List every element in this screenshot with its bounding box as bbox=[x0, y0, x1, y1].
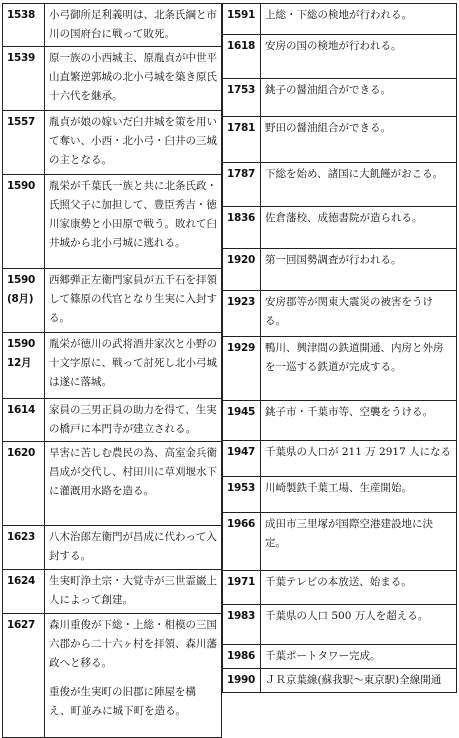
event-cell: 家員の三男正員の助力を得て、生実の橋戸に本門寺が建立される。 bbox=[45, 399, 222, 442]
year-cell: 1590 bbox=[3, 175, 45, 269]
event-text: 重俊が生実町の旧郡に陣屋を構え、町並みに城下町を造る。 bbox=[49, 686, 196, 717]
event-cell: 胤栄が千葉氏一族と共に北条氏政・氏照父子に加担して、豊臣秀吉・徳川家康勢と小田原で戦う。敗れて臼井城から北小弓城に逃れる。 bbox=[45, 175, 222, 269]
year-cell: 1953 bbox=[223, 477, 261, 513]
event-cell: 旱害に苦しむ農民の為、高室金兵衛昌成が交代し、村田川に草刈堰水下に灌漑用水路を造る。 bbox=[45, 442, 222, 526]
event-cell: 千葉ポートタワー完成。 bbox=[261, 645, 457, 669]
right-chronology-table bbox=[222, 3, 457, 693]
year-cell: 1923 bbox=[223, 291, 261, 337]
event-cell: 千葉テレビの本放送、始まる。 bbox=[261, 571, 457, 605]
event-cell: 小弓御所足利義明は、北条氏綱と市川の国府台に戦って敗死。 bbox=[45, 4, 222, 47]
year-cell: 1929 bbox=[223, 337, 261, 401]
spacer bbox=[49, 673, 217, 683]
table-row bbox=[3, 442, 222, 526]
event-cell: ＪＲ京葉線(蘇我駅～東京駅)全線開通 bbox=[261, 669, 457, 693]
table-row bbox=[223, 79, 457, 117]
event-cell: 鴨川、興津間の鉄道開通、内房と外房を一巡する鉄道が完成する。 bbox=[261, 337, 457, 401]
table-row bbox=[223, 4, 457, 35]
event-cell: 銚子の醤油組合ができる。 bbox=[261, 79, 457, 117]
event-cell: 安房郡等が関東大震災の被害をうける。 bbox=[261, 291, 457, 337]
year-cell: 1966 bbox=[223, 513, 261, 571]
table-row bbox=[223, 513, 457, 571]
event-cell: 下総を始め、諸国に大飢饉がおこる。 bbox=[261, 163, 457, 207]
year-cell: 1971 bbox=[223, 571, 261, 605]
event-cell: 安房の国の検地が行われる。 bbox=[261, 35, 457, 79]
event-cell bbox=[45, 614, 222, 738]
table-row bbox=[223, 571, 457, 605]
year-cell: 1986 bbox=[223, 645, 261, 669]
table-row bbox=[223, 645, 457, 669]
event-cell: 八木治郎左衛門が昌成に代わって入封する。 bbox=[45, 526, 222, 570]
table-row bbox=[223, 207, 457, 249]
table-row bbox=[223, 477, 457, 513]
year-cell: 1539 bbox=[3, 47, 45, 111]
event-cell: 佐倉藩校、成徳書院が造られる。 bbox=[261, 207, 457, 249]
year-cell: 1624 bbox=[3, 570, 45, 614]
table-row bbox=[223, 35, 457, 79]
year-cell: 1836 bbox=[223, 207, 261, 249]
event-cell: 原一族の小西城主、原胤貞が中世平山直繁逆郭城の北小弓城を築き原氏十六代を継承。 bbox=[45, 47, 222, 111]
event-cell: 胤貞が娘の嫁いだ臼井城を策を用いて奪い、小西・北小弓・臼井の三城の主となる。 bbox=[45, 111, 222, 175]
event-cell: 野田の醤油組合ができる。 bbox=[261, 117, 457, 163]
year-cell: 1947 bbox=[223, 441, 261, 477]
year-cell: 1787 bbox=[223, 163, 261, 207]
year-cell: 1591 bbox=[223, 4, 261, 35]
table-row bbox=[223, 337, 457, 401]
table-row bbox=[223, 249, 457, 291]
event-cell: 成田市三里塚が国際空港建設地に決定。 bbox=[261, 513, 457, 571]
event-text: 森川重俊が下総・上総・相模の三国六郡から二十六ヶ村を拝領、森川藩政へと移る。 bbox=[49, 619, 217, 669]
table-row bbox=[3, 333, 222, 399]
year-note: (8月) bbox=[7, 293, 34, 305]
event-cell: 生実町浄土宗・大覚寺が三世霊巌上人によって創建。 bbox=[45, 570, 222, 614]
table-row bbox=[3, 111, 222, 175]
year-cell: 1753 bbox=[223, 79, 261, 117]
event-cell: 千葉県の人口 500 万人を超える。 bbox=[261, 605, 457, 645]
table-row bbox=[223, 441, 457, 477]
year-cell: 1614 bbox=[3, 399, 45, 442]
year-cell: 1781 bbox=[223, 117, 261, 163]
event-cell: 西郷弾正左衛門家員が五千石を拝領して篠原の代官となり生実に入封する。 bbox=[45, 269, 222, 333]
year-cell: 1983 bbox=[223, 605, 261, 645]
event-cell: 銚子市・千葉市等、空襲をうける。 bbox=[261, 401, 457, 441]
table-row bbox=[223, 605, 457, 645]
table-row bbox=[3, 175, 222, 269]
table-row bbox=[3, 4, 222, 47]
event-cell: 胤栄が徳川の武将酒井家次と小野の十文字原に、戦って討死し北小弓城は遂に落城。 bbox=[45, 333, 222, 399]
year-value: 1590 bbox=[7, 338, 36, 350]
table-row bbox=[3, 570, 222, 614]
table-row bbox=[3, 614, 222, 738]
table-row bbox=[223, 401, 457, 441]
left-chronology-table bbox=[2, 3, 222, 738]
year-cell: 1990 bbox=[223, 669, 261, 693]
year-value: 1590 bbox=[7, 274, 36, 286]
table-row bbox=[223, 163, 457, 207]
year-cell: 1627 bbox=[3, 614, 45, 738]
table-row bbox=[223, 291, 457, 337]
year-cell bbox=[3, 269, 45, 333]
table-row bbox=[3, 269, 222, 333]
event-cell: 第一回国勢調査が行われる。 bbox=[261, 249, 457, 291]
year-cell: 1623 bbox=[3, 526, 45, 570]
event-cell: 川崎製鉄千葉工場、生産開始。 bbox=[261, 477, 457, 513]
year-cell: 1620 bbox=[3, 442, 45, 526]
year-cell: 1538 bbox=[3, 4, 45, 47]
event-cell: 千葉県の人口が 211 万 2917 人になる bbox=[261, 441, 457, 477]
event-cell: 上総・下総の検地が行われる。 bbox=[261, 4, 457, 35]
table-row bbox=[223, 117, 457, 163]
year-cell: 1920 bbox=[223, 249, 261, 291]
year-cell: 1557 bbox=[3, 111, 45, 175]
table-row bbox=[3, 47, 222, 111]
table-row bbox=[3, 526, 222, 570]
year-cell bbox=[3, 333, 45, 399]
year-cell: 1945 bbox=[223, 401, 261, 441]
year-note: 12月 bbox=[7, 357, 32, 369]
year-cell: 1618 bbox=[223, 35, 261, 79]
table-row bbox=[3, 399, 222, 442]
